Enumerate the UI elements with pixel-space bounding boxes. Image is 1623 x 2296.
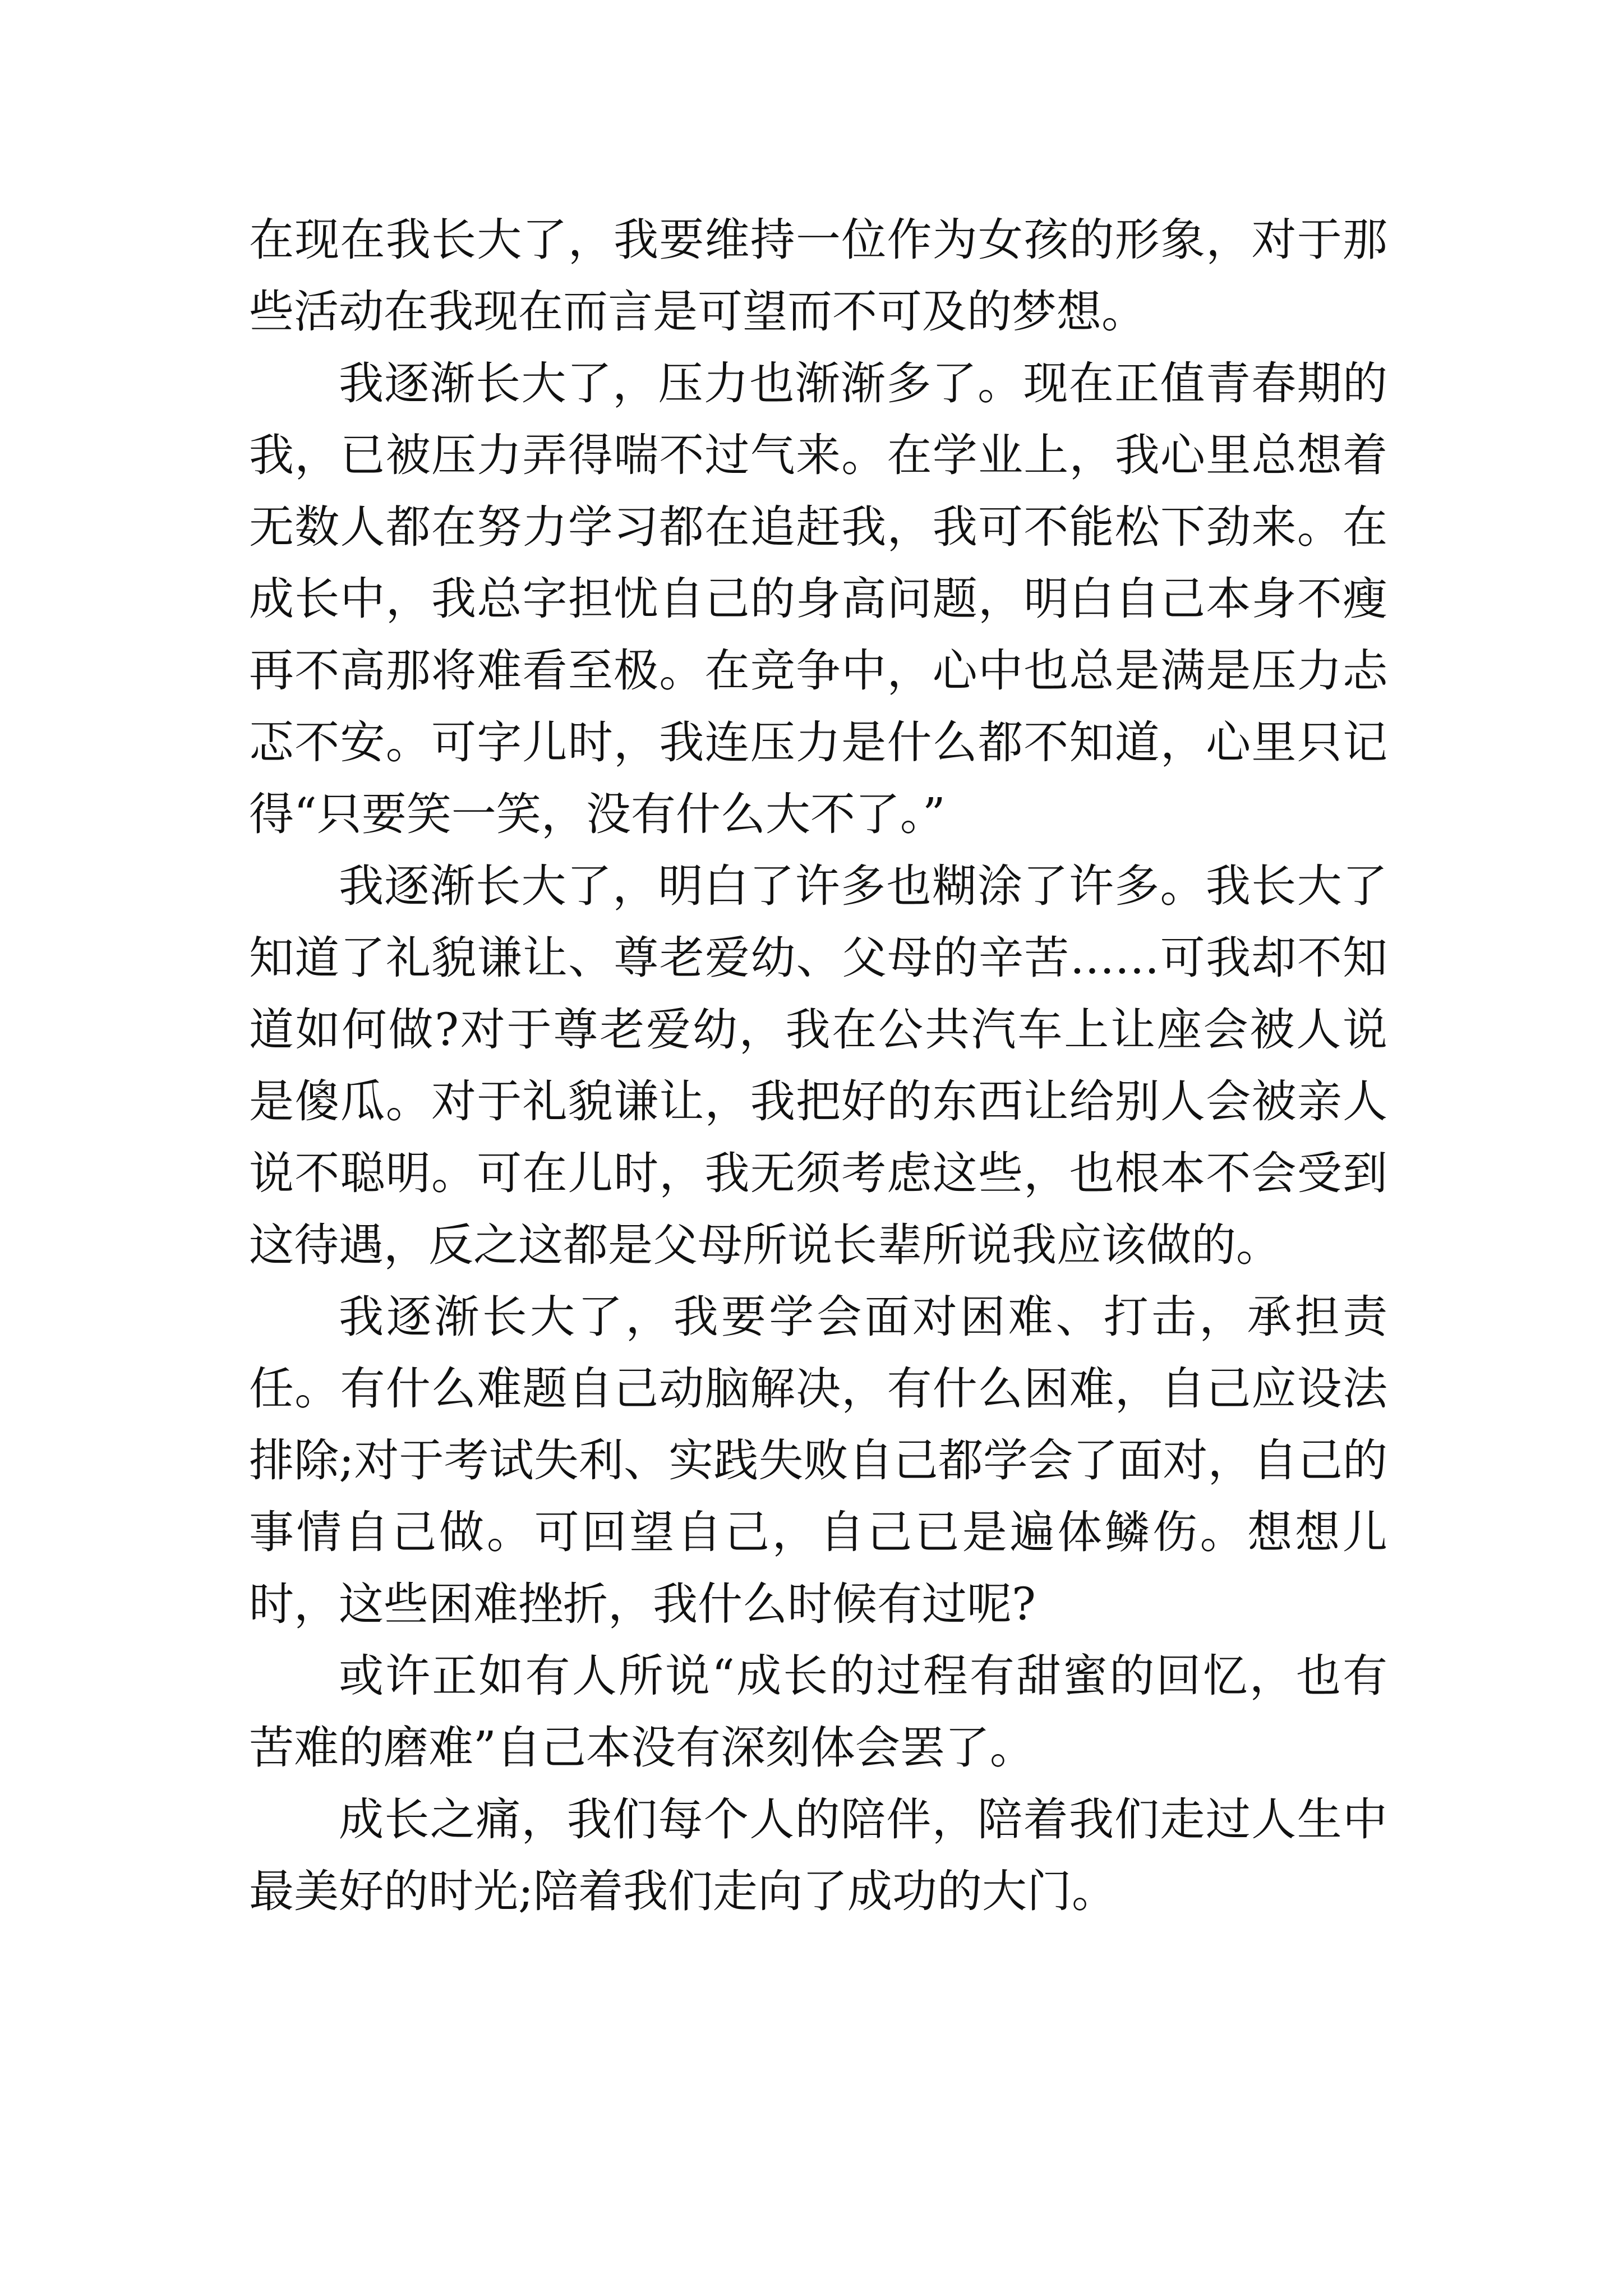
- paragraph-understanding: 我逐渐长大了，明白了许多也糊涂了许多。我长大了知道了礼貌谦让、尊老爱幼、父母的辛苦……可我却不知道如何做?对于尊老爱幼，我在公共汽车上让座会被人说是傻瓜。对于礼貌谦让，我把好的东西让给别人会被亲人说不聪明。可在儿时，我无须考虑这些，也根本不会受到这待遇，反之这都是父母所说长辈所说我应该做的。: [249, 860, 1387, 1271]
- essay-body: [249, 204, 1387, 1927]
- paragraph-continuation: 在现在我长大了，我要维持一位作为女孩的形象，对于那些活动在我现在而言是可望而不可及的梦想。: [249, 214, 1387, 338]
- paragraph-pressure: 我逐渐长大了，压力也渐渐多了。现在正值青春期的我，已被压力弄得喘不过气来。在学业上，我心里总想着无数人都在努力学习都在追赶我，我可不能松下劲来。在成长中，我总字担忧自己的身高问题，明白自己本身不瘦再不高那将难看至极。在竞争中，心中也总是满是压力忐忑不安。可字儿时，我连压力是什么都不知道，心里只记得“只要笑一笑，没有什么大不了。”: [249, 357, 1387, 840]
- paragraph-conclusion: 成长之痛，我们每个人的陪伴，陪着我们走过人生中最美好的时光;陪着我们走向了成功的大门。: [249, 1793, 1387, 1917]
- paragraph-quote: 或许正如有人所说“成长的过程有甜蜜的回忆，也有苦难的磨难”自己本没有深刻体会罢了。: [249, 1650, 1387, 1774]
- paragraph-responsibility: 我逐渐长大了，我要学会面对困难、打击，承担责任。有什么难题自己动脑解决，有什么困难，自己应设法排除;对于考试失利、实践失败自己都学会了面对，自己的事情自己做。可回望自己，自己已是遍体鳞伤。想想儿时，这些困难挫折，我什么时候有过呢?: [249, 1291, 1387, 1630]
